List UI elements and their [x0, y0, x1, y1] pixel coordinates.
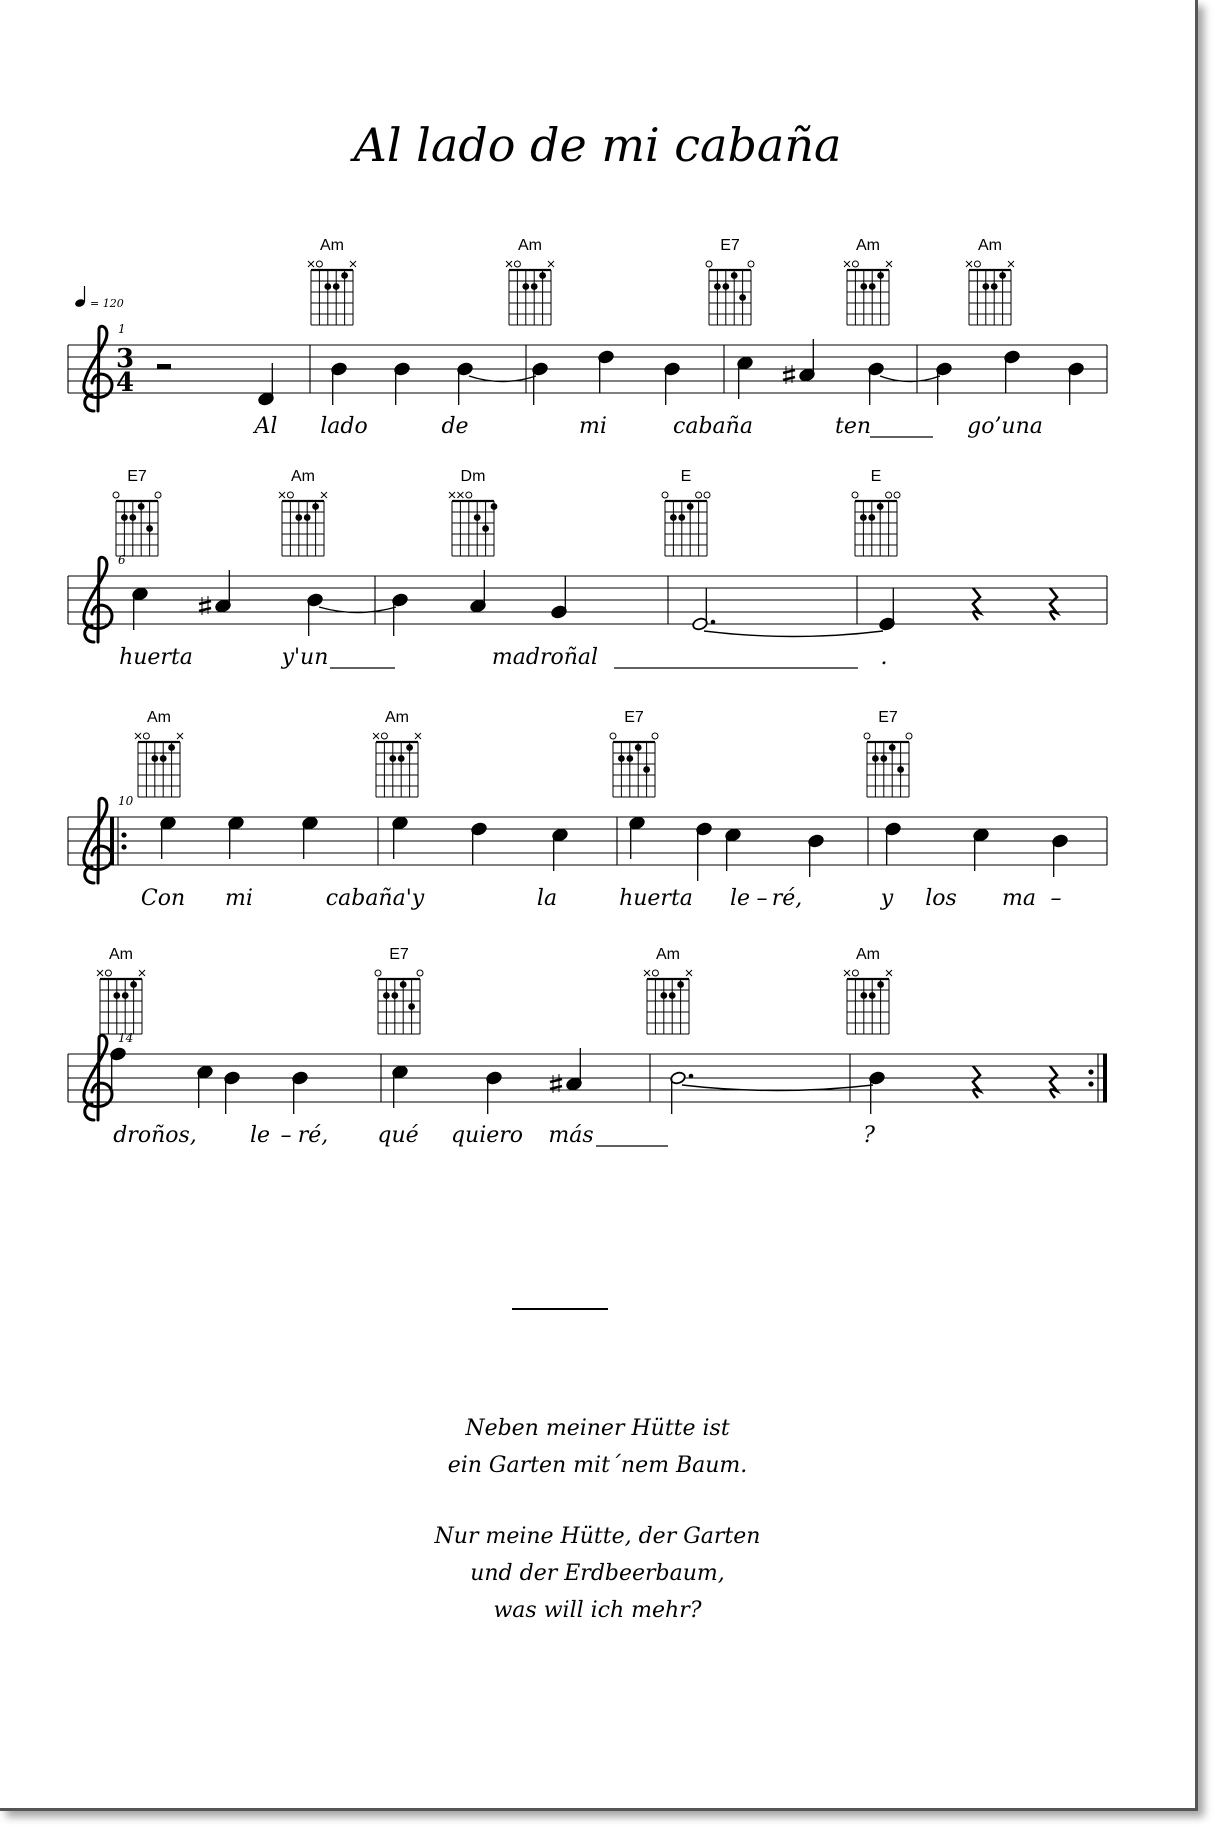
- lyric-syllable: ré,: [771, 886, 803, 911]
- note-dot: [711, 620, 716, 625]
- quarter-rest: [973, 588, 980, 620]
- repeat-dot: [121, 844, 126, 849]
- chord-name: Am: [109, 946, 133, 963]
- translation-line: was will ich mehr?: [493, 1598, 702, 1623]
- chord-diagram: [113, 492, 161, 556]
- chord-diagram: [844, 970, 892, 1034]
- chord-name: E7: [127, 468, 147, 485]
- lyric-syllable: madroñal: [491, 645, 599, 670]
- lyric-syllable: y'un: [281, 645, 329, 670]
- quarter-rest: [973, 1066, 980, 1098]
- half-rest: [157, 364, 171, 369]
- lyric-syllable: los: [925, 886, 957, 911]
- measure-number: 6: [118, 553, 126, 567]
- quarter-rest: [1050, 588, 1057, 620]
- translation-line: Nur meine Hütte, der Garten: [434, 1524, 761, 1549]
- chord-name: Am: [291, 468, 315, 485]
- chord-diagram: [662, 492, 710, 556]
- chord-name: Am: [320, 237, 344, 254]
- chord-name: Am: [856, 946, 880, 963]
- chord-diagram: [375, 970, 423, 1034]
- lyric-syllable: Al: [254, 414, 278, 439]
- lyric-syllable: –: [756, 886, 768, 911]
- lyric-syllable: huerta: [619, 886, 693, 911]
- lyric-syllable: la: [536, 886, 558, 911]
- chord-diagram: [706, 261, 754, 325]
- translation-line: ein Garten mit´nem Baum.: [447, 1453, 748, 1478]
- repeat-dot: [121, 832, 126, 837]
- lyric-syllable: le: [249, 1123, 271, 1148]
- lyric-syllable: ?: [863, 1123, 875, 1148]
- chord-diagram: [97, 970, 145, 1034]
- lyric-syllable: Con: [140, 886, 186, 911]
- chord-name: E7: [878, 709, 898, 726]
- sharp-sign: [199, 601, 211, 604]
- lyric-syllable: quiero: [450, 1123, 524, 1148]
- chord-name: E7: [624, 709, 644, 726]
- time-signature-numerator: 3: [115, 344, 135, 374]
- repeat-dot: [1088, 1069, 1093, 1074]
- lyric-syllable: huerta: [119, 645, 193, 670]
- chord-name: Am: [518, 237, 542, 254]
- quarter-rest: [1050, 1066, 1057, 1098]
- lyric-syllable: droños,: [113, 1123, 197, 1148]
- lyric-syllable: cabaña'y: [325, 886, 425, 911]
- lyric-syllable: .: [880, 645, 888, 670]
- lyric-syllable: y: [880, 886, 894, 911]
- chord-name: Am: [656, 946, 680, 963]
- lyric-syllable: –: [1050, 886, 1062, 911]
- sharp-sign: [199, 608, 211, 611]
- chord-name: E: [870, 468, 882, 485]
- lyric-syllable: go’una: [967, 414, 1043, 439]
- lyric-syllable: cabaña: [673, 414, 753, 439]
- lyric-syllable: lado: [320, 414, 368, 439]
- chord-name: Am: [978, 237, 1002, 254]
- chord-diagram: [844, 261, 892, 325]
- chord-diagram: [864, 733, 912, 797]
- lyric-syllable: ten: [834, 414, 872, 439]
- chord-diagram: [279, 492, 327, 556]
- note-dot: [689, 1074, 694, 1079]
- lyric-syllable: ma: [1002, 886, 1036, 911]
- time-signature-denominator: 4: [115, 368, 135, 398]
- chord-name: E: [680, 468, 692, 485]
- chord-diagram: [610, 733, 658, 797]
- chord-name: Am: [147, 709, 171, 726]
- measure-number: 1: [118, 322, 126, 336]
- repeat-dot: [1088, 1081, 1093, 1086]
- section-divider: [512, 1308, 608, 1310]
- song-title: Al lado de mi cabaña: [353, 118, 842, 172]
- chord-diagram: [644, 970, 692, 1034]
- lyric-syllable: más: [548, 1123, 594, 1148]
- lyric-syllable: le: [729, 886, 751, 911]
- chord-name: Am: [856, 237, 880, 254]
- tie: [704, 631, 883, 637]
- lyric-syllable: de: [441, 414, 469, 439]
- staff-system: [68, 1054, 1107, 1102]
- chord-diagram: [308, 261, 356, 325]
- chord-diagram: [373, 733, 421, 797]
- chord-name: Dm: [460, 468, 486, 485]
- chord-name: E7: [389, 946, 409, 963]
- lyric-syllable: ré,: [297, 1123, 329, 1148]
- lyric-syllable: –: [280, 1123, 292, 1148]
- translation-line: Neben meiner Hütte ist: [465, 1416, 730, 1441]
- staff-system: [68, 817, 1107, 865]
- chord-diagram: [135, 733, 183, 797]
- lyric-syllable: qué: [377, 1123, 419, 1148]
- sharp-sign: [550, 1079, 562, 1082]
- translation-stanza-2: [0, 1518, 1195, 1629]
- sharp-sign: [783, 370, 795, 373]
- chord-diagram: [449, 492, 497, 556]
- lyric-syllable: mi: [579, 414, 607, 439]
- sharp-sign: [783, 377, 795, 380]
- measure-number: 14: [118, 1031, 134, 1045]
- lyric-syllable: mi: [225, 886, 253, 911]
- chord-diagram: [852, 492, 900, 556]
- translation-line: und der Erdbeerbaum,: [470, 1561, 725, 1586]
- sharp-sign: [550, 1086, 562, 1089]
- measure-number: 10: [118, 794, 134, 808]
- chord-name: Am: [385, 709, 409, 726]
- chord-diagram: [966, 261, 1014, 325]
- chord-diagram: [506, 261, 554, 325]
- chord-name: E7: [720, 237, 740, 254]
- translation-stanza-1: [0, 1410, 1195, 1484]
- tempo-value: = 120: [90, 297, 124, 310]
